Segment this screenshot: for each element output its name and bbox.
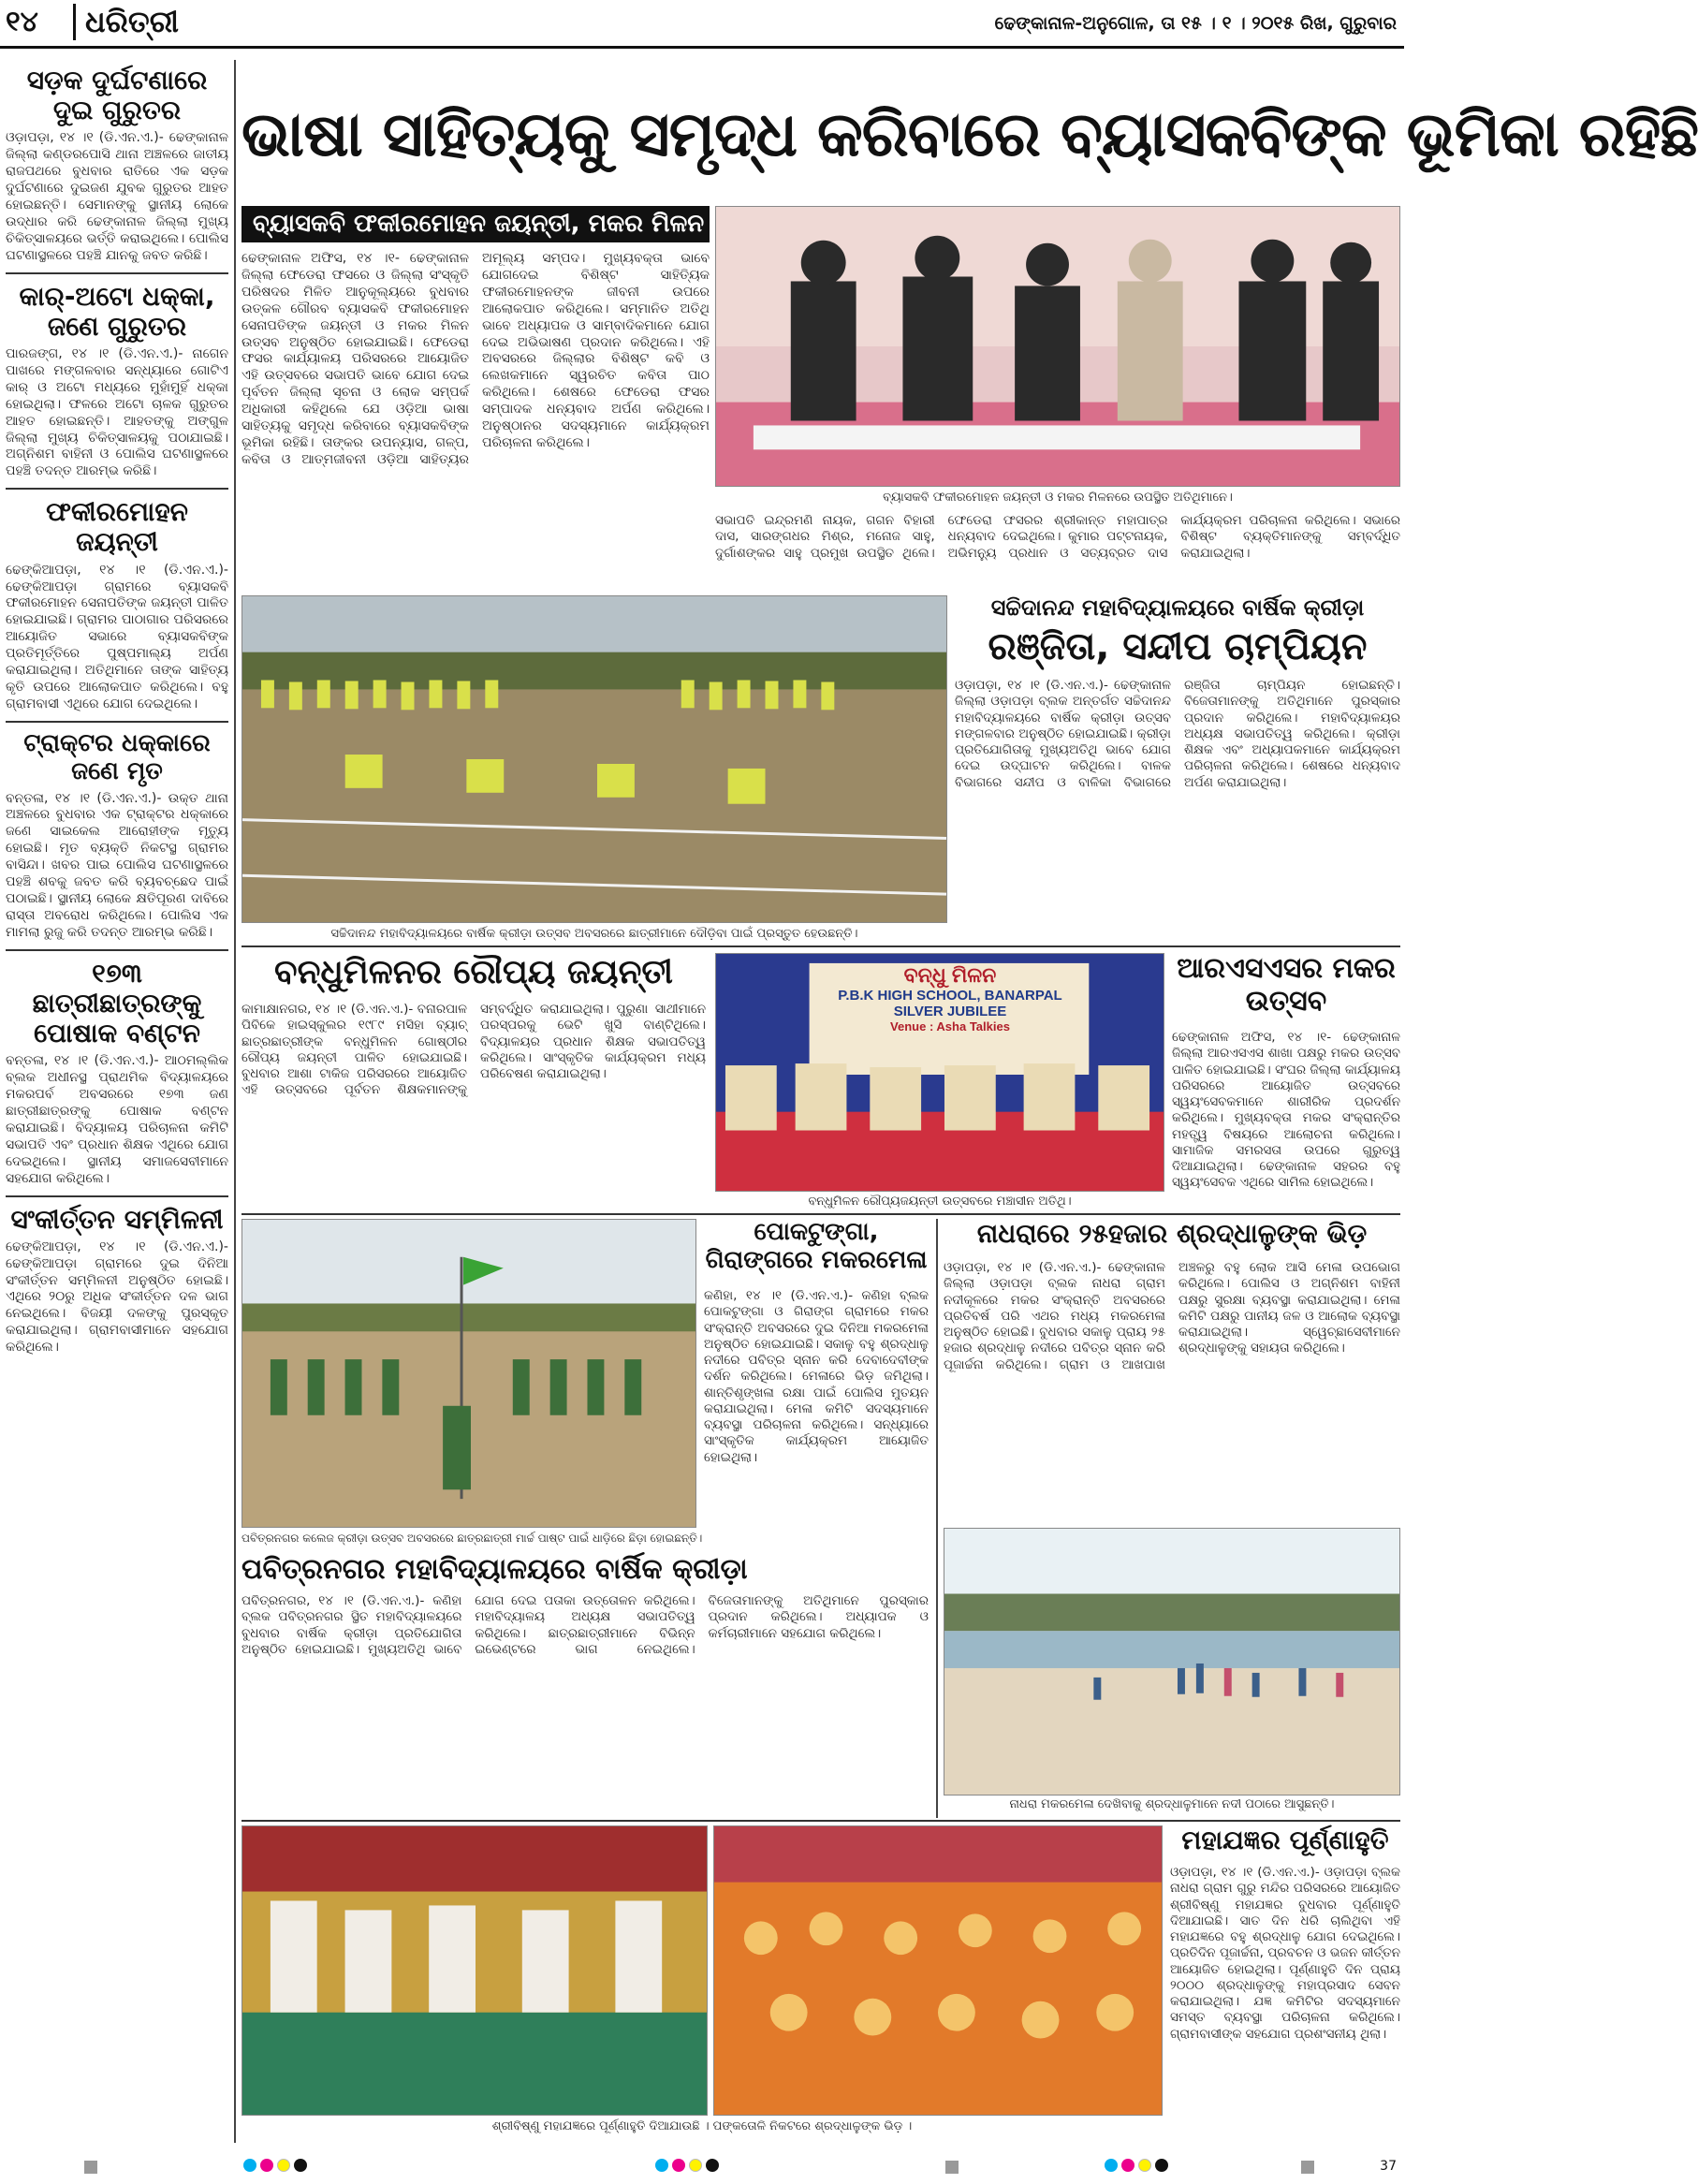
divider (6, 488, 228, 490)
cyan-dot (1105, 2159, 1118, 2172)
story-headline: ଫକୀରମୋହନ ଜୟନ୍ତୀ (46, 496, 188, 558)
nadhara-photo (944, 1528, 1400, 1796)
footer (0, 2149, 1404, 2184)
registration-block (1301, 2161, 1314, 2174)
magenta-dot (1121, 2159, 1134, 2172)
black-dot (1155, 2159, 1168, 2172)
college-body: ପବିତ୍ରନଗର, ୧୪ ।୧ (ଡି.ଏନ.ଏ.)- କଣିହା ବ୍ଲକ ପବିତ୍ରନଗର ସ୍ଥିତ ମହାବିଦ୍ୟାଳୟରେ ବୁଧବାର ବାର୍ଷିକ କ୍ରୀଡ଼ା ପ୍ରତିଯୋଗିତା ଅନୁଷ୍ଠିତ ହୋଇଯାଇଛି। ମୁଖ୍ୟଅତିଥି ଭାବେ ଯୋଗ ଦେଇ ପତାକା ଉତ୍ତୋଳନ କରିଥିଲେ। ମହାବିଦ୍ୟାଳୟ ଅଧ୍ୟକ୍ଷ ସଭାପତିତ୍ୱ କରିଥିଲେ। ଛାତ୍ରଛାତ୍ରୀମାନେ ବିଭିନ୍ନ ଇଭେଣ୍ଟରେ ଭାଗ ନେଇଥିଲେ। ବିଜେତାମାନଙ୍କୁ ଅତିଥିମାନେ ପୁରସ୍କାର ପ୍ରଦାନ କରିଥିଲେ। ଅଧ୍ୟାପକ ଓ କର୍ମଚାରୀମାନେ ସହଯୋଗ କରିଥିଲେ। (242, 1593, 929, 1657)
lead-kicker: ବ୍ୟାସକବି ଫକୀରମୋହନ ଜୟନ୍ତୀ, ମକର ମିଳନ (242, 206, 710, 242)
left-column (6, 60, 228, 2143)
yagna-photo-right (713, 1825, 1163, 2116)
divider (242, 1820, 1400, 1822)
cyan-dot (243, 2159, 256, 2172)
divider (6, 949, 228, 951)
sports-photo (242, 595, 947, 923)
divider (242, 945, 1400, 947)
registration-block (84, 2161, 97, 2174)
story-body: ଢେଙ୍କିଆପଡ଼ା, ୧୪ ।୧ (ଡି.ଏନ.ଏ.)- ଢେଙ୍କିଆପଡ଼ା ଗ୍ରାମରେ ବ୍ୟାସକବି ଫକୀରମୋହନ ସେନାପତିଙ୍କ ଜୟନ୍ତୀ ପାଳିତ ହୋଇଯାଇଛି। ଗ୍ରାମର ପାଠାଗାର ପରିସରରେ ଆୟୋଜିତ ସଭାରେ ବ୍ୟାସକବିଙ୍କ ପ୍ରତିମୂର୍ତ୍ତିରେ ପୁଷ୍ପମାଲ୍ୟ ଅର୍ପଣ କରାଯାଇଥିଲା। ଅତିଥିମାନେ ତାଙ୍କ ସାହିତ୍ୟ କୃତି ଉପରେ ଆଲୋକପାତ କରିଥିଲେ। ବହୁ ଗ୍ରାମବାସୀ ଏଥିରେ ଯୋଗ ଦେଇଥିଲେ। (6, 562, 228, 711)
yellow-dot (277, 2159, 290, 2172)
reunion-photo (715, 953, 1164, 1192)
registration-block (945, 2161, 959, 2174)
magenta-dot (260, 2159, 273, 2172)
magenta-dot (672, 2159, 685, 2172)
lead-banner-headline: ଭାଷା ସାହିତ୍ୟକୁ ସମୃଦ୍ଧ କରିବାରେ ବ୍ୟାସକବିଙ୍କ ଭୂମିକା ରହିଛି (242, 98, 1698, 170)
nadhara-body: ଓଡ଼ାପଡ଼ା, ୧୪ ।୧ (ଡି.ଏନ.ଏ.)- ଢେଙ୍କାନାଳ ଜିଲ୍ଲା ଓଡ଼ାପଡ଼ା ବ୍ଲକ ନାଧରା ଗ୍ରାମ ନଦୀକୂଳରେ ମକର ସଂକ୍ରାନ୍ତି ଅବସରରେ ପ୍ରତିବର୍ଷ ପରି ଏଥର ମଧ୍ୟ ମକରମେଳା ଅନୁଷ୍ଠିତ ହୋଇଛି। ବୁଧବାର ସକାଳୁ ପ୍ରାୟ ୨୫ ହଜାର ଶ୍ରଦ୍ଧାଳୁ ନଦୀରେ ପବିତ୍ର ସ୍ନାନ କରି ପୂଜାର୍ଚ୍ଚନା କରିଥିଲେ। ଗ୍ରାମ ଓ ଆଖପାଖ ଅଞ୍ଚଳରୁ ବହୁ ଲୋକ ଆସି ମେଳା ଉପଭୋଗ କରିଥିଲେ। ପୋଲିସ ଓ ଅଗ୍ନିଶମ ବାହିନୀ ପକ୍ଷରୁ ସୁରକ୍ଷା ବ୍ୟବସ୍ଥା କରାଯାଇଥିଲା। ମେଳା କମିଟି ପକ୍ଷରୁ ପାନୀୟ ଜଳ ଓ ଆଲୋକ ବ୍ୟବସ୍ଥା କରାଯାଇଥିଲା। ସ୍ୱେଚ୍ଛାସେବୀମାନେ ଶ୍ରଦ୍ଧାଳୁଙ୍କୁ ସହାୟତା କରିଥିଲେ। (944, 1260, 1400, 1372)
story-headline: ସଡ଼କ ଦୁର୍ଘଟଣାରେ ଦୁଇ ଗୁରୁତର (26, 65, 208, 126)
story-headline: ଟ୍ରାକ୍ଟର ଧକ୍କାରେ ଜଣେ ମୃତ (23, 728, 211, 785)
nadhara-headline: ନାଧରାରେ ୨୫ହଜାର ଶ୍ରଦ୍ଧାଳୁଙ୍କ ଭିଡ଼ (976, 1218, 1368, 1249)
divider (6, 1195, 228, 1197)
college-headline: ପବିତ୍ରନଗର ମହାବିଦ୍ୟାଳୟରେ ବାର୍ଷିକ କ୍ରୀଡ଼ା (242, 1553, 748, 1586)
sports-body: ଓଡ଼ାପଡ଼ା, ୧୪ ।୧ (ଡି.ଏନ.ଏ.)- ଢେଙ୍କାନାଳ ଜିଲ୍ଲା ଓଡ଼ାପଡ଼ା ବ୍ଲକ ଅନ୍ତର୍ଗତ ସଚ୍ଚିଦାନନ୍ଦ ମହାବିଦ୍ୟାଳୟରେ ବାର୍ଷିକ କ୍ରୀଡ଼ା ଉତ୍ସବ ମଙ୍ଗଳବାର ଅନୁଷ୍ଠିତ ହୋଇଯାଇଛି। କ୍ରୀଡ଼ା ପ୍ରତିଯୋଗିତାକୁ ମୁଖ୍ୟଅତିଥି ଭାବେ ଯୋଗ ଦେଇ ଉଦ୍‌ଘାଟନ କରିଥିଲେ। ବାଳକ ବିଭାଗରେ ସନ୍ଦୀପ ଓ ବାଳିକା ବିଭାଗରେ ରଞ୍ଜିତା ଚାମ୍ପିୟନ ହୋଇଛନ୍ତି। ବିଜେତାମାନଙ୍କୁ ଅତିଥିମାନେ ପୁରସ୍କାର ପ୍ରଦାନ କରିଥିଲେ। ମହାବିଦ୍ୟାଳୟର ଅଧ୍ୟକ୍ଷ ସଭାପତିତ୍ୱ କରିଥିଲେ। କ୍ରୀଡ଼ା ଶିକ୍ଷକ ଏବଂ ଅଧ୍ୟାପକମାନେ କାର୍ଯ୍ୟକ୍ରମ ପରିଚାଳନା କରିଥିଲେ। ଶେଷରେ ଧନ୍ୟବାଦ ଅର୍ପଣ କରାଯାଇଥିଲା। (955, 678, 1400, 790)
lead-body: ଢେଙ୍କାନାଳ ଅଫିସ, ୧୪ ।୧- ଢେଙ୍କାନାଳ ଜିଲ୍ଲା ଫେଡେରା ଫସରେ ଓ ଜିଲ୍ଲା ସଂସ୍କୃତି ପରିଷଦର ମିଳିତ ଆନୁକୂଲ୍ୟରେ ବୁଧବାର ଉତ୍କଳ ଗୌରବ ବ୍ୟାସକବି ଫକୀରମୋହନ ସେନାପତିଙ୍କ ଜୟନ୍ତୀ ଓ ମକର ମିଳନ ଉତ୍ସବ ଅନୁଷ୍ଠିତ ହୋଇଯାଇଛି। ଫେଡେରା ଫସର କାର୍ଯ୍ୟାଳୟ ପରିସରରେ ଆୟୋଜିତ ଏହି ଉତ୍ସବରେ ସଭାପତି ଭାବେ ଯୋଗ ଦେଇ ପୂର୍ବତନ ଜିଲ୍ଲା ସୂଚନା ଓ ଲୋକ ସମ୍ପର୍କ ଅଧିକାରୀ କହିଥିଲେ ଯେ ଓଡ଼ିଆ ଭାଷା ସାହିତ୍ୟକୁ ସମୃଦ୍ଧ କରିବାରେ ବ୍ୟାସକବିଙ୍କ ଭୂମିକା ରହିଛି। ତାଙ୍କର ଉପନ୍ୟାସ, ଗଳ୍ପ, କବିତା ଓ ଆତ୍ମଜୀବନୀ ଓଡ଼ିଆ ସାହିତ୍ୟର ଅମୂଲ୍ୟ ସମ୍ପଦ। ମୁଖ୍ୟବକ୍ତା ଭାବେ ଯୋଗଦେଇ ବିଶିଷ୍ଟ ସାହିତ୍ୟିକ ଫକୀରମୋହନଙ୍କ ଜୀବନୀ ଉପରେ ଆଲୋକପାତ କରିଥିଲେ। ସମ୍ମାନିତ ଅତିଥି ଭାବେ ଅଧ୍ୟାପକ ଓ ସାମ୍ବାଦିକମାନେ ଯୋଗ ଦେଇ ଅଭିଭାଷଣ ପ୍ରଦାନ କରିଥିଲେ। ଏହି ଅବସରରେ ଜିଲ୍ଲାର ବିଶିଷ୍ଟ କବି ଓ ଲେଖକମାନେ ସ୍ୱରଚିତ କବିତା ପାଠ କରିଥିଲେ। ଶେଷରେ ଫେଡେରା ଫସର ସମ୍ପାଦକ ଧନ୍ୟବାଦ ଅର୍ପଣ କରିଥିଲେ। ଅନୁଷ୍ଠାନର ସଦସ୍ୟମାନେ କାର୍ଯ୍ୟକ୍ରମ ପରିଚାଳନା କରିଥିଲେ। (242, 251, 710, 467)
story-headline: ସଂକୀର୍ତ୍ତନ ସମ୍ମିଳନୀ (10, 1203, 224, 1235)
reunion-headline: ବନ୍ଧୁମିଳନର ରୌପ୍ୟ ଜୟନ୍ତୀ (274, 953, 673, 991)
divider (242, 1213, 1400, 1215)
yagna-photo-left (242, 1825, 708, 2116)
story-body: ପାରଜଙ୍ଗ, ୧୪ ।୧ (ଡି.ଏନ.ଏ.)- ନାଗେନ ପାଖରେ ମଙ୍ଗଳବାର ସନ୍ଧ୍ୟାରେ ଗୋଟିଏ କାର୍ ଓ ଅଟୋ ମଧ୍ୟରେ ମୁହାଁମୁହିଁ ଧକ୍କା ହୋଇଥିଲା। ଫଳରେ ଅଟୋ ଚାଳକ ଗୁରୁତର ଆହତ ହୋଇଛନ୍ତି। ଆହତଙ୍କୁ ଅଙ୍ଗୁଳ ଜିଲ୍ଲା ମୁଖ୍ୟ ଚିକିତ୍ସାଳୟକୁ ପଠାଯାଇଛି। ଅଗ୍ନିଶମ ବାହିନୀ ଓ ପୋଲିସ ଘଟଣାସ୍ଥଳରେ ପହଞ୍ଚି ତଦନ୍ତ ଆରମ୍ଭ କରିଛି। (6, 346, 228, 479)
reunion-banner-text (810, 963, 1091, 1033)
page-number: ୧୪ (6, 6, 38, 38)
college-photo-caption: ପବିତ୍ରନଗର କଲେଜ କ୍ରୀଡ଼ା ଉତ୍ସବ ଅବସରରେ ଛାତ୍ରଛାତ୍ରୀ ମାର୍ଚ୍ଚ ପାଷ୍ଟ ପାଇଁ ଧାଡ଼ିରେ ଛିଡ଼ା ହୋଇଛନ୍ତି। (242, 1532, 703, 1545)
story-headline: କାର୍-ଅଟୋ ଧକ୍କା, ଜଣେ ଗୁରୁତର (19, 280, 215, 342)
reunion-banner-line: P.B.K HIGH SCHOOL, BANARPAL (838, 988, 1062, 1004)
sports-photo-caption: ସଚ୍ଚିଦାନନ୍ଦ ମହାବିଦ୍ୟାଳୟରେ ବାର୍ଷିକ କ୍ରୀଡ଼ା ଉତ୍ସବ ଅବସରରେ ଛାତ୍ରୀମାନେ ଦୌଡ଼ିବା ପାଇଁ ପ୍ରସ୍ତୁତ ହେଉଛନ୍ତି। (330, 927, 858, 941)
yagna-headline: ମହାଯଜ୍ଞର ପୂର୍ଣ୍ଣାହୁତି (1181, 1825, 1389, 1855)
column-separator (234, 60, 236, 2143)
story-headline: ୧୭୩ ଛାତ୍ରୀଛାତ୍ରଙ୍କୁ ପୋଷାକ ବଣ୍ଟନ (32, 957, 202, 1049)
divider (6, 721, 228, 723)
reunion-body: କାମାକ୍ଷାନଗର, ୧୪ ।୧ (ଡି.ଏନ.ଏ.)- ବନାରପାଳ ପିବିକେ ହାଇସ୍କୁଲର ୧୯୮୯ ମସିହା ବ୍ୟାଚ୍ ଛାତ୍ରଛାତ୍ରୀଙ୍କ ବନ୍ଧୁମିଳନ ଗୋଷ୍ଠୀର ରୌପ୍ୟ ଜୟନ୍ତୀ ପାଳିତ ହୋଇଯାଇଛି। ବୁଧବାର ଆଶା ଟାକିଜ ପରିସରରେ ଆୟୋଜିତ ଏହି ଉତ୍ସବରେ ପୂର୍ବତନ ଶିକ୍ଷକମାନଙ୍କୁ ସମ୍ବର୍ଦ୍ଧିତ କରାଯାଇଥିଲା। ପୁରୁଣା ସାଥୀମାନେ ପରସ୍ପରକୁ ଭେଟି ଖୁସି ବାଣ୍ଟିଥିଲେ। ବିଦ୍ୟାଳୟର ପ୍ରଧାନ ଶିକ୍ଷକ ସଭାପତିତ୍ୱ କରିଥିଲେ। ସାଂସ୍କୃତିକ କାର୍ଯ୍ୟକ୍ରମ ମଧ୍ୟ ପରିବେଷଣ କରାଯାଇଥିଲା। (242, 1002, 706, 1098)
paper-logo: ଧରିତ୍ରୀ (73, 4, 179, 40)
story-body: ଓଡ଼ାପଡ଼ା, ୧୪ ।୧ (ଡି.ଏନ.ଏ.)- ଢେଙ୍କାନାଳ ଜିଲ୍ଲା କଣ୍ଡରପୋସି ଥାନା ଅଞ୍ଚଳରେ ଜାତୀୟ ରାଜପଥରେ ବୁଧବାର ରାତିରେ ଏକ ସଡ଼କ ଦୁର୍ଘଟଣାରେ ଦୁଇଜଣ ଯୁବକ ଗୁରୁତର ଆହତ ହୋଇଛନ୍ତି। ସେମାନଙ୍କୁ ସ୍ଥାନୀୟ ଲୋକେ ଉଦ୍ଧାର କରି ଢେଙ୍କାନାଳ ଜିଲ୍ଲା ମୁଖ୍ୟ ଚିକିତ୍ସାଳୟରେ ଭର୍ତ୍ତି କରାଇଥିଲେ। ପୋଲିସ ଘଟଣାସ୍ଥଳରେ ପହଞ୍ଚି ଯାନକୁ ଜବତ କରିଛି। (6, 130, 228, 263)
black-dot (294, 2159, 307, 2172)
lead-photo (715, 206, 1400, 487)
yagna-body: ଓଡ଼ାପଡ଼ା, ୧୪ ।୧ (ଡି.ଏନ.ଏ.)- ଓଡ଼ାପଡ଼ା ବ୍ଲକ ନାଧରା ଗ୍ରାମ ଗୁରୁ ମନ୍ଦିର ପରିସରରେ ଆୟୋଜିତ ଶ୍ରୀବିଷ୍ଣୁ ମହାଯଜ୍ଞର ବୁଧବାର ପୂର୍ଣ୍ଣାହୁତି ଦିଆଯାଇଛି। ସାତ ଦିନ ଧରି ଚାଲିଥିବା ଏହି ମହାଯଜ୍ଞରେ ବହୁ ଶ୍ରଦ୍ଧାଳୁ ଯୋଗ ଦେଇଥିଲେ। ପ୍ରତିଦିନ ପୂଜାର୍ଚ୍ଚନା, ପ୍ରବଚନ ଓ ଭଜନ କୀର୍ତ୍ତନ ଆୟୋଜିତ ହୋଇଥିଲା। ପୂର୍ଣ୍ଣାହୁତି ଦିନ ପ୍ରାୟ ୨୦୦୦ ଶ୍ରଦ୍ଧାଳୁଙ୍କୁ ମହାପ୍ରସାଦ ସେବନ କରାଯାଇଥିଲା। ଯଜ୍ଞ କମିଟିର ସଦସ୍ୟମାନେ ସମସ୍ତ ବ୍ୟବସ୍ଥା ପରିଚାଳନା କରିଥିଲେ। ଗ୍ରାମବାସୀଙ୍କ ସହଯୋଗ ପ୍ରଶଂସନୀୟ ଥିଲା। (1170, 1865, 1400, 2042)
rss-body: ଢେଙ୍କାନାଳ ଅଫିସ, ୧୪ ।୧- ଢେଙ୍କାନାଳ ଜିଲ୍ଲା ଆରଏସଏସ ଶାଖା ପକ୍ଷରୁ ମକର ଉତ୍ସବ ପାଳିତ ହୋଇଯାଇଛି। ସଂଘର ଜିଲ୍ଲା କାର୍ଯ୍ୟାଳୟ ପରିସରରେ ଆୟୋଜିତ ଉତ୍ସବରେ ସ୍ୱୟଂସେବକମାନେ ଶାରୀରିକ ପ୍ରଦର୍ଶନ କରିଥିଲେ। ମୁଖ୍ୟବକ୍ତା ମକର ସଂକ୍ରାନ୍ତିର ମହତ୍ତ୍ୱ ବିଷୟରେ ଆଲୋଚନା କରିଥିଲେ। ସାମାଜିକ ସମରସତା ଉପରେ ଗୁରୁତ୍ୱ ଦିଆଯାଇଥିଲା। ଢେଙ୍କାନାଳ ସହରର ବହୁ ସ୍ୱୟଂସେବକ ଏଥିରେ ସାମିଲ ହୋଇଥିଲେ। (1172, 1030, 1400, 1191)
reunion-banner-line: ବନ୍ଧୁ ମିଳନ (903, 963, 997, 987)
reunion-photo-caption: ବନ୍ଧୁମିଳନ ରୌପ୍ୟଜୟନ୍ତୀ ଉତ୍ସବରେ ମଞ୍ଚାସୀନ ଅତିଥି। (808, 1195, 1072, 1209)
rss-headline: ଆରଏସଏସର ମକର ଉତ୍ସବ (1177, 952, 1396, 1018)
yagna-photo-caption: ଶ୍ରୀବିଷ୍ଣୁ ମହାଯଜ୍ଞରେ ପୂର୍ଣ୍ଣାହୁତି ଦିଆଯାଉଛି । ପଙ୍କତୋଳି ନିକଟରେ ଶ୍ରଦ୍ଧାଳୁଙ୍କ ଭିଡ଼ । (491, 2119, 913, 2133)
yellow-dot (689, 2159, 702, 2172)
black-dot (706, 2159, 719, 2172)
registration-marks (1105, 2159, 1168, 2172)
pokatunga-headline: ପୋକଟୁଙ୍ଗା, ଗିରାଙ୍ଗରେ ମକରମେଳା (705, 1218, 928, 1274)
registration-marks (655, 2159, 719, 2172)
yellow-dot (1138, 2159, 1151, 2172)
lead-continuation: ସଭାପତି ଇନ୍ଦ୍ରମଣି ନାୟକ, ଗଗନ ବିହାରୀ ଦାସ, ସାରଙ୍ଗଧର ମିଶ୍ର, ମନୋଜ ସାହୁ, ଦୁର୍ଗାଶଙ୍କର ସାହୁ ପ୍ରମୁଖ ଉପସ୍ଥିତ ଥିଲେ। ଫେଡେରା ଫସରର ଶ୍ରୀକାନ୍ତ ମହାପାତ୍ର ଧନ୍ୟବାଦ ଦେଇଥିଲେ। କୁମାର ପଟ୍ଟନାୟକ, ଅଭିମନ୍ୟୁ ପ୍ରଧାନ ଓ ସତ୍ୟବ୍ରତ ଦାସ କାର୍ଯ୍ୟକ୍ରମ ପରିଚାଳନା କରିଥିଲେ। ସଭାରେ ବିଶିଷ୍ଟ ବ୍ୟକ୍ତିମାନଙ୍କୁ ସମ୍ବର୍ଦ୍ଧିତ କରାଯାଇଥିଲା। (715, 513, 1400, 561)
divider (6, 272, 228, 274)
story-body: ବନ୍ତଳା, ୧୪ ।୧ (ଡି.ଏନ.ଏ.)- ଉକ୍ତ ଥାନା ଅଞ୍ଚଳରେ ବୁଧବାର ଏକ ଟ୍ରାକ୍ଟର ଧକ୍କାରେ ଜଣେ ସାଇକେଲ ଆରୋହୀଙ୍କ ମୃତ୍ୟୁ ହୋଇଛି। ମୃତ ବ୍ୟକ୍ତି ନିକଟସ୍ଥ ଗ୍ରାମର ବାସିନ୍ଦା। ଖବର ପାଇ ପୋଲିସ ଘଟଣାସ୍ଥଳରେ ପହଞ୍ଚି ଶବକୁ ଜବତ କରି ବ୍ୟବଚ୍ଛେଦ ପାଇଁ ପଠାଇଛି। ସ୍ଥାନୀୟ ଲୋକେ କ୍ଷତିପୂରଣ ଦାବିରେ ରାସ୍ତା ଅବରୋଧ କରିଥିଲେ। ପୋଲିସ ଏକ ମାମଲା ରୁଜୁ କରି ତଦନ୍ତ ଆରମ୍ଭ କରିଛି। (6, 790, 228, 940)
pokatunga-body: କଣିହା, ୧୪ ।୧ (ଡି.ଏନ.ଏ.)- କଣିହା ବ୍ଲକ ପୋକଟୁଙ୍ଗା ଓ ଗିରାଙ୍ଗ ଗ୍ରାମରେ ମକର ସଂକ୍ରାନ୍ତି ଅବସରରେ ଦୁଇ ଦିନିଆ ମକରମେଳା ଅନୁଷ୍ଠିତ ହୋଇଯାଇଛି। ସକାଳୁ ବହୁ ଶ୍ରଦ୍ଧାଳୁ ନଦୀରେ ପବିତ୍ର ସ୍ନାନ କରି ଦେବାଦେବୀଙ୍କ ଦର୍ଶନ କରିଥିଲେ। ମେଳାରେ ଭିଡ଼ ଜମିଥିଲା। ଶାନ୍ତିଶୃଙ୍ଖଳା ରକ୍ଷା ପାଇଁ ପୋଲିସ ମୁତୟନ କରାଯାଇଥିଲା। ମେଳା କମିଟି ସଦସ୍ୟମାନେ ବ୍ୟବସ୍ଥା ପରିଚାଳନା କରିଥିଲେ। ସନ୍ଧ୍ୟାରେ ସାଂସ୍କୃତିକ କାର୍ଯ୍ୟକ୍ରମ ଆୟୋଜିତ ହୋଇଥିଲା। (704, 1288, 929, 1465)
column-separator (936, 1219, 938, 1818)
footer-page-number: 37 (1380, 2159, 1397, 2174)
registration-marks (243, 2159, 307, 2172)
story-body: ଢେଙ୍କିଆପଡ଼ା, ୧୪ ।୧ (ଡି.ଏନ.ଏ.)- ଢେଙ୍କିଆପଡ଼ା ଗ୍ରାମରେ ଦୁଇ ଦିନିଆ ସଂକୀର୍ତ୍ତନ ସମ୍ମିଳନୀ ଅନୁଷ୍ଠିତ ହୋଇଛି। ଏଥିରେ ୨୦ରୁ ଅଧିକ ସଂକୀର୍ତ୍ତନ ଦଳ ଭାଗ ନେଇଥିଲେ। ବିଜୟୀ ଦଳଙ୍କୁ ପୁରସ୍କୃତ କରାଯାଇଥିଲା। ଗ୍ରାମବାସୀମାନେ ସହଯୋଗ କରିଥିଲେ। (6, 1239, 228, 1356)
sports-headline: ରଞ୍ଜିତା, ସନ୍ଦୀପ ଚାମ୍ପିୟନ (988, 625, 1368, 668)
reunion-banner-line: SILVER JUBILEE (893, 1004, 1007, 1019)
college-photo (242, 1219, 696, 1528)
story-body: ବନ୍ତଳା, ୧୪ ।୧ (ଡି.ଏନ.ଏ.)- ଆଠମଲ୍ଲିକ ବ୍ଲକ ଅଧୀନସ୍ଥ ପ୍ରାଥମିକ ବିଦ୍ୟାଳୟରେ ମକରପର୍ବ ଅବସରରେ ୧୭୩ ଜଣ ଛାତ୍ରୀଛାତ୍ରଙ୍କୁ ପୋଷାକ ବଣ୍ଟନ କରାଯାଇଛି। ବିଦ୍ୟାଳୟ ପରିଚାଳନା କମିଟି ସଭାପତି ଏବଂ ପ୍ରଧାନ ଶିକ୍ଷକ ଏଥିରେ ଯୋଗ ଦେଇଥିଲେ। ସ୍ଥାନୀୟ ସମାଜସେବୀମାନେ ସହଯୋଗ କରିଥିଲେ। (6, 1053, 228, 1186)
cyan-dot (655, 2159, 668, 2172)
reunion-banner-line: Venue : Asha Talkies (890, 1019, 1010, 1033)
sports-kicker: ସଚ୍ଚିଦାନନ୍ଦ ମହାବିଦ୍ୟାଳୟରେ ବାର୍ଷିକ କ୍ରୀଡ଼ା (990, 594, 1365, 621)
lead-photo-caption: ବ୍ୟାସକବି ଫକୀରମୋହନ ଜୟନ୍ତୀ ଓ ମକର ମିଳନରେ ଉପସ୍ଥିତ ଅତିଥିମାନେ। (883, 491, 1233, 505)
nadhara-photo-caption: ନାଧରା ମକରମେଳା ଦେଖିବାକୁ ଶ୍ରଦ୍ଧାଳୁମାନେ ନଦୀ ପଠାରେ ଆସୁଛନ୍ତି। (1009, 1797, 1335, 1811)
dateline: ଢେଙ୍କାନାଳ-ଅନୁଗୋଳ, ତା ୧୫ । ୧ । ୨୦୧୫ ରିଖ, ଗୁରୁବାର (994, 13, 1397, 34)
masthead (0, 0, 1404, 49)
